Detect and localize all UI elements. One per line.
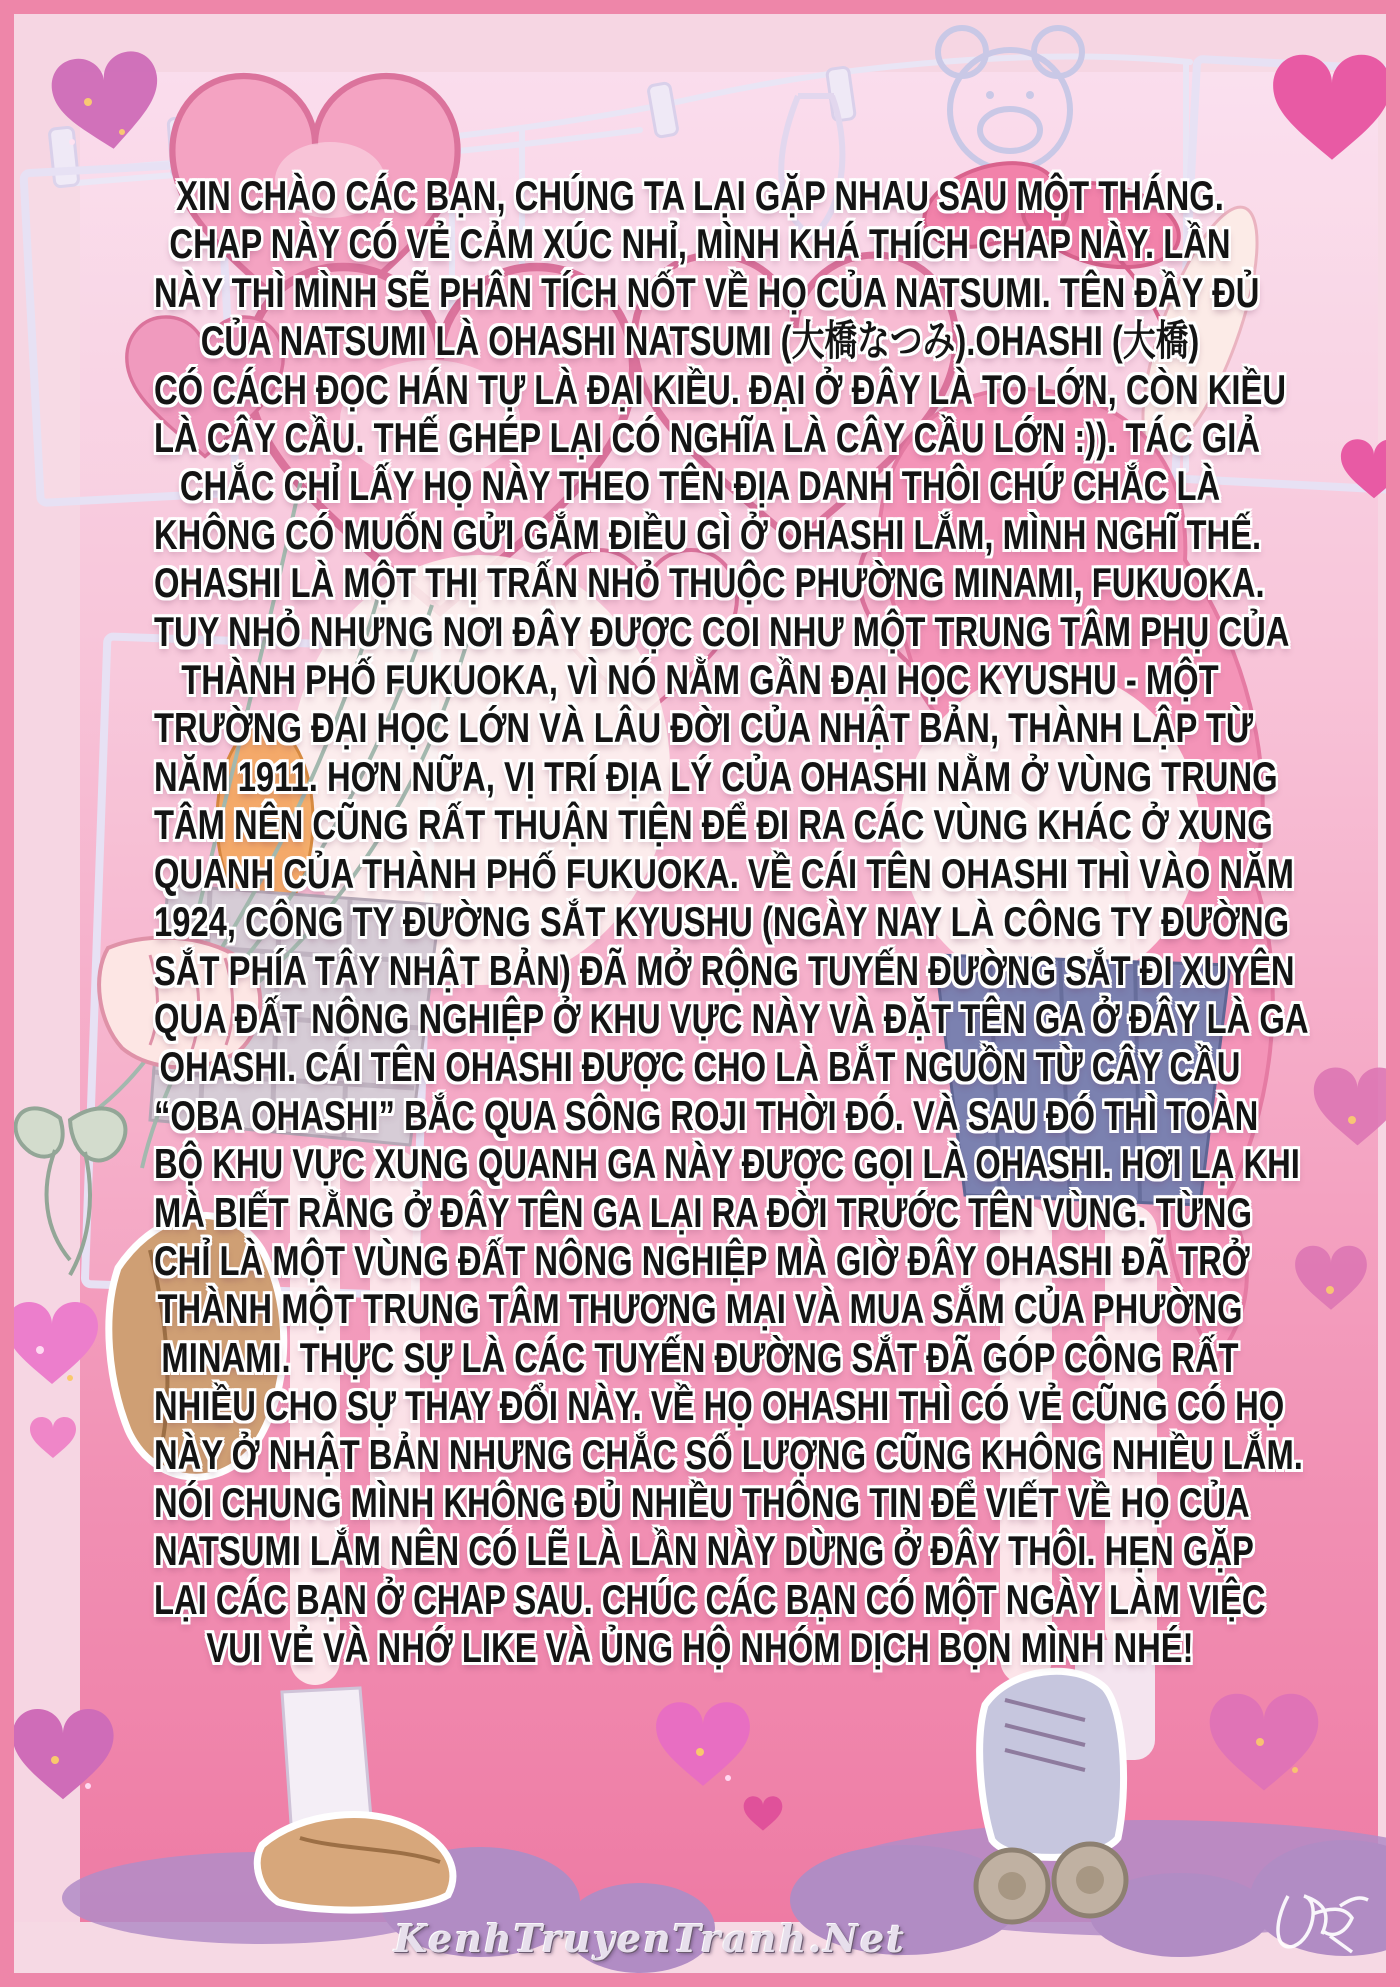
note-line: TRƯỜNG ĐẠI HỌC LỚN VÀ LÂU ĐỜI CỦA NHẬT BẢN, THÀNH LẬP TỪ [154,704,1254,752]
note-line: TÂM NÊN CŨNG RẤT THUẬN TIỆN ĐỂ ĐI RA CÁC VÙNG KHÁC Ở XUNG [154,801,1273,849]
note-line: SẮT PHÍA TÂY NHẬT BẢN) ĐÃ MỞ RỘNG TUYẾN ĐƯỜNG SẮT ĐI XUYÊN [154,946,1295,994]
note-line: MÀ BIẾT RẰNG Ở ĐÂY TÊN GA LẠI RA ĐỜI TRƯỚC TÊN VÙNG. TỪNG [154,1188,1252,1236]
note-line: OHASHI. CÁI TÊN OHASHI ĐƯỢC CHO LÀ BẮT NGUỒN TỪ CÂY CẦU [159,1043,1241,1091]
note-line: LẠI CÁC BẠN Ở CHAP SAU. CHÚC CÁC BẠN CÓ MỘT NGÀY LÀM VIỆC [154,1575,1266,1623]
note-line: QUANH CỦA THÀNH PHỐ FUKUOKA. VỀ CÁI TÊN OHASHI THÌ VÀO NĂM [154,849,1294,897]
note-line: “OBA OHASHI” BẮC QUA SÔNG ROJI THỜI ĐÓ. VÀ SAU ĐÓ THÌ TOÀN [154,1091,1259,1139]
note-line: KHÔNG CÓ MUỐN GỬI GẮM ĐIỀU GÌ Ở OHASHI LẮM, MÌNH NGHĨ THẾ. [154,510,1262,558]
site-watermark: KenhTruyenTranh.Net [394,1916,906,1961]
note-line: TUY NHỎ NHƯNG NƠI ĐÂY ĐƯỢC COI NHƯ MỘT TRUNG TÂM PHỤ CỦA [154,607,1290,655]
note-line: NÀY Ở NHẬT BẢN NHƯNG CHẮC SỐ LƯỢNG CŨNG KHÔNG NHIỀU LẮM. [154,1430,1303,1478]
note-line: NĂM 1911. HƠN NỮA, VỊ TRÍ ĐỊA LÝ CỦA OHASHI NẰM Ở VÙNG TRUNG [154,752,1278,800]
note-line: 1924, CÔNG TY ĐƯỜNG SẮT KYUSHU (NGÀY NAY LÀ CÔNG TY ĐƯỜNG [154,898,1290,946]
note-line: CÓ CÁCH ĐỌC HÁN TỰ LÀ ĐẠI KIỀU. ĐẠI Ở ĐÂY LÀ TO LỚN, CÒN KIỀU [154,365,1287,413]
note-line: MINAMI. THỰC SỰ LÀ CÁC TUYẾN ĐƯỜNG SẮT ĐÃ GÓP CÔNG RẤT [161,1333,1239,1381]
note-line: VUI VẺ VÀ NHỚ LIKE VÀ ỦNG HỘ NHÓM DỊCH BỌN MÌNH NHÉ! [206,1624,1194,1672]
note-line: CHẮC CHỈ LẤY HỌ NÀY THEO TÊN ĐỊA DANH THÔI CHỨ CHẮC LÀ [179,462,1221,510]
translator-note [0,172,1400,1673]
note-line: LÀ CÂY CẦU. THẾ GHÉP LẠI CÓ NGHĨA LÀ CÂY CẦU LỚN :)). TÁC GIẢ [154,414,1261,462]
note-line: CHỈ LÀ MỘT VÙNG ĐẤT NÔNG NGHIỆP MÀ GIỜ ĐÂY OHASHI ĐÃ TRỞ [154,1236,1250,1284]
note-line: XIN CHÀO CÁC BẠN, CHÚNG TA LẠI GẶP NHAU SAU MỘT THÁNG. [176,172,1224,219]
note-line: CHAP NÀY CÓ VẺ CẢM XÚC NHỈ, MÌNH KHÁ THÍCH CHAP NÀY. LẦN [169,220,1231,268]
note-line: THÀNH MỘT TRUNG TÂM THƯƠNG MẠI VÀ MUA SẮM CỦA PHƯỜNG [157,1285,1243,1333]
note-line: NÓI CHUNG MÌNH KHÔNG ĐỦ NHIỀU THÔNG TIN ĐỂ VIẾT VỀ HỌ CỦA [154,1478,1250,1526]
note-line: THÀNH PHỐ FUKUOKA, VÌ NÓ NẰM GẦN ĐẠI HỌC KYUSHU - MỘT [181,656,1219,704]
note-line: NHIỀU CHO SỰ THAY ĐỔI NÀY. VỀ HỌ OHASHI THÌ CÓ VẺ CŨNG CÓ HỌ [154,1382,1285,1430]
note-line: CỦA NATSUMI LÀ OHASHI NATSUMI (大橋なつみ).OHASHI (大橋) [200,317,1200,365]
note-line: QUA ĐẤT NÔNG NGHIỆP Ở KHU VỰC NÀY VÀ ĐẶT TÊN GA Ở ĐÂY LÀ GA [154,994,1309,1042]
note-line: OHASHI LÀ MỘT THỊ TRẤN NHỎ THUỘC PHƯỜNG MINAMI, FUKUOKA. [154,559,1265,607]
note-line: NÀY THÌ MÌNH SẼ PHÂN TÍCH NỐT VỀ HỌ CỦA NATSUMI. TÊN ĐẦY ĐỦ [154,268,1260,316]
note-line: NATSUMI LẮM NÊN CÓ LẼ LÀ LẦN NÀY DỪNG Ở ĐÂY THÔI. HẸN GẶP [154,1527,1254,1575]
note-line: BỘ KHU VỰC XUNG QUANH GA NÀY ĐƯỢC GỌI LÀ OHASHI. HƠI LẠ KHI [154,1140,1300,1188]
